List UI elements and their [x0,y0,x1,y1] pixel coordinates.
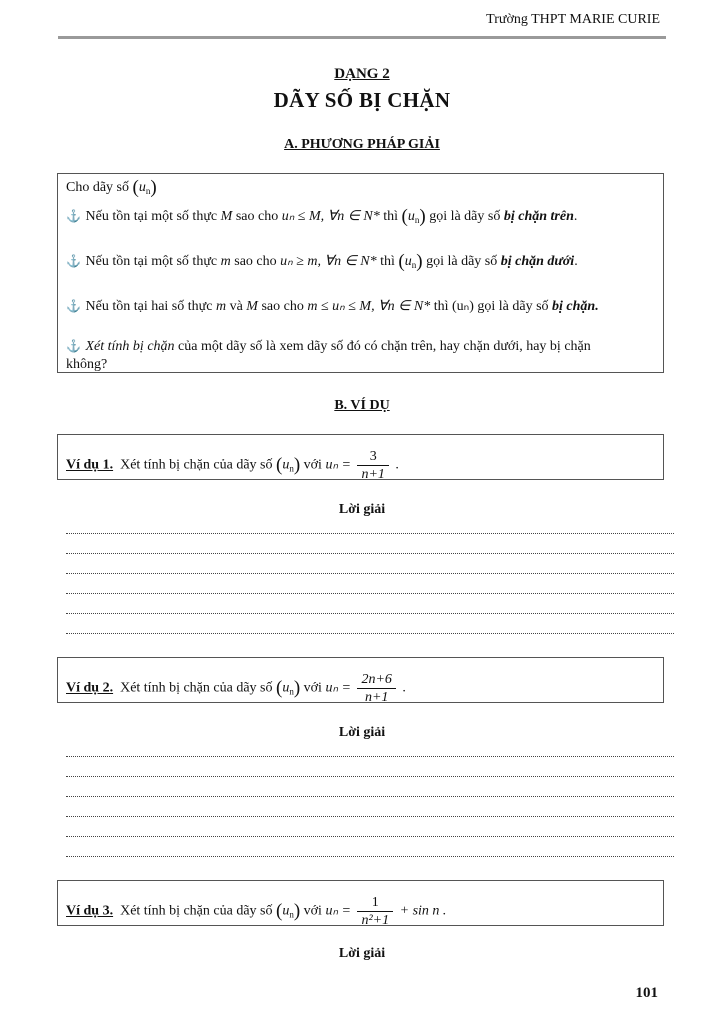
solution-label-2: Lời giải [338,725,386,740]
answer-line [66,613,674,614]
anchor-bullet-icon: ⚓ [66,299,81,313]
section-a-title: A. PHƯƠNG PHÁP GIẢI [284,137,440,152]
example-2-statement: Ví dụ 2. Xét tính bị chặn của dãy số $(u_n)$ với uₙ = $\frac{2n+6}{n+1}$ . [66,672,406,705]
intro-text: Cho dãy số [66,180,129,195]
rule-examine: ⚓ Xét tính bị chặn của một dãy số là xem dãy số đó có chặn trên, hay chặn dưới, hay bị chặn không? [66,339,591,372]
anchor-bullet-icon: ⚓ [66,339,81,353]
answer-line [66,593,674,594]
example-label: Ví dụ 3. [66,903,114,919]
method-box [57,173,664,373]
page-title: DÃY SỐ BỊ CHẶN [273,88,451,112]
section-b-title: B. VÍ DỤ [334,398,390,413]
header-divider [58,36,666,39]
page-number: 101 [635,985,658,1001]
section-type-heading: DẠNG 2 [334,66,390,82]
answer-line [66,573,674,574]
answer-line [66,796,674,797]
header-school-name: Trường THPT MARIE CURIE [486,12,660,27]
intro-line: Cho dãy số $(u_n)$ [66,177,157,198]
answer-line [66,836,674,837]
term-upper-bounded: bị chặn trên [503,209,574,224]
sequence-symbol: u [138,180,146,195]
example-3-box [57,880,664,926]
example-1-box [57,434,664,480]
term-bounded: bị chặn. [552,299,599,314]
example-label: Ví dụ 1. [66,457,114,473]
answer-line [66,633,674,634]
anchor-bullet-icon: ⚓ [66,254,81,268]
answer-line [66,533,674,534]
example-3-statement: Ví dụ 3. Xét tính bị chặn của dãy số $(u_n)$ với uₙ = $\frac{1}{\text{n²+1}}$ + sin n . [66,895,447,928]
rule-bounded: ⚓ Nếu tồn tại hai số thực m và M sao cho m ≤ uₙ ≤ M, ∀n ∈ N* thì (uₙ) gọi là dãy số bị chặn. [66,299,599,314]
fraction: $\frac{3}{n+1}$ [357,448,388,483]
example-label: Ví dụ 2. [66,680,114,696]
anchor-bullet-icon: ⚓ [66,209,81,223]
rule-lower-bound: ⚓ Nếu tồn tại một số thực m sao cho uₙ ≥ m, ∀n ∈ N* thì $(u_n)$ gọi là dãy số bị chặn dưới. [66,251,578,272]
answer-line [66,776,674,777]
answer-line [66,553,674,554]
rule-upper-bound: ⚓ Nếu tồn tại một số thực M sao cho uₙ ≤ M, ∀n ∈ N* thì $(u_n)$ gọi là dãy số bị chặn trên. [66,206,578,227]
fraction: $\frac{2n+6}{n+1}$ [357,671,395,706]
answer-line [66,816,674,817]
solution-label-1: Lời giải [338,502,386,517]
term-examine-boundedness: Xét tính bị chặn [85,339,175,354]
term-lower-bounded: bị chặn dưới [500,254,575,269]
answer-line [66,756,674,757]
example-2-box [57,657,664,703]
solution-label-3: Lời giải [338,946,386,961]
fraction: $\frac{1}{\text{n²+1}}$ [357,894,393,929]
example-1-statement: Ví dụ 1. Xét tính bị chặn của dãy số $(u_n)$ với uₙ = $\frac{3}{n+1}$ . [66,449,399,482]
answer-line [66,856,674,857]
